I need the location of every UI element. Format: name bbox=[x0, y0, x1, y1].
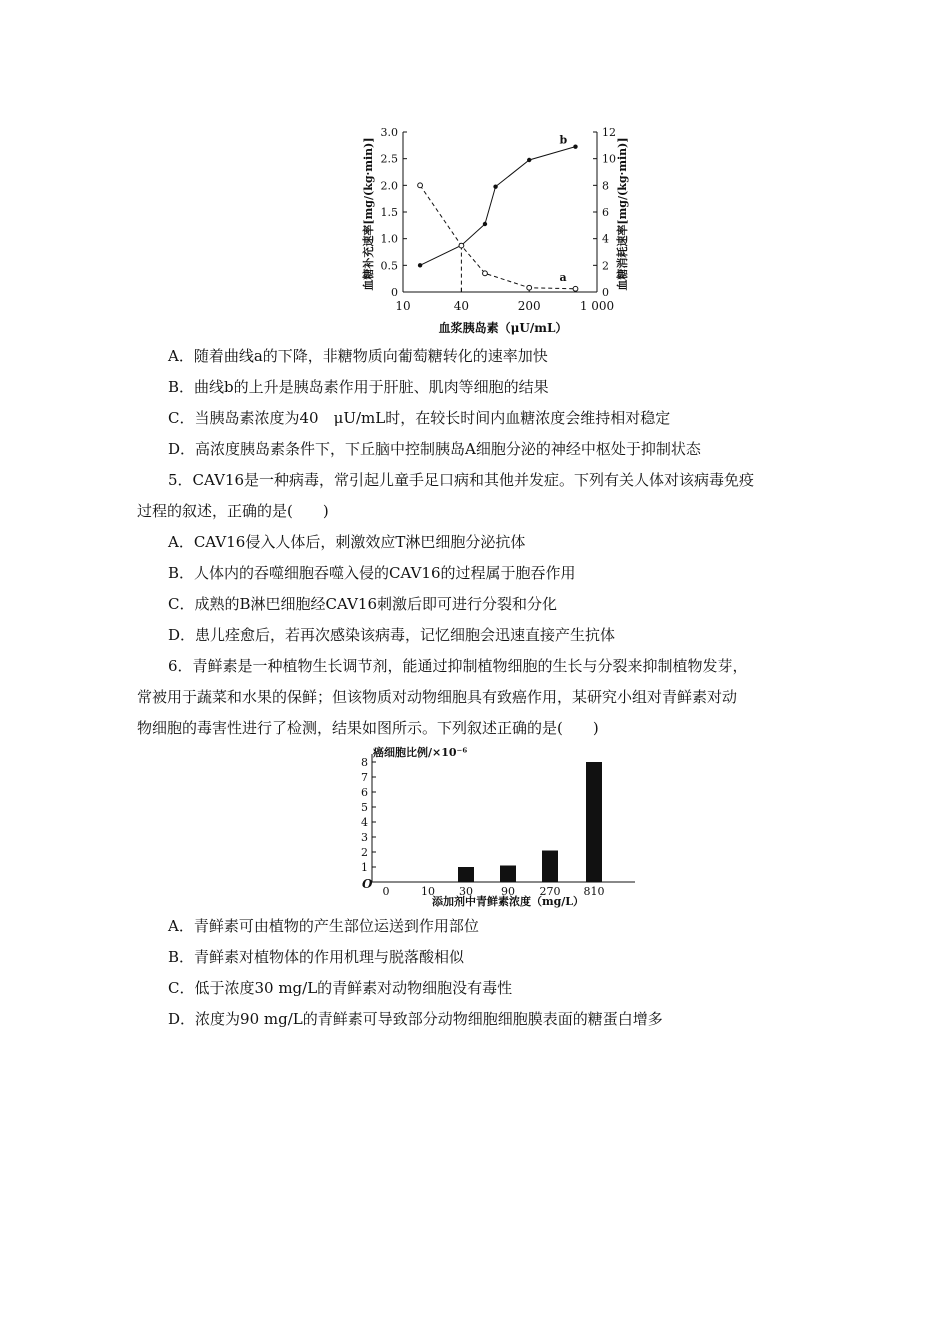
insulin-line-chart bbox=[350, 120, 640, 340]
chart2-y-tick-label: 2 bbox=[361, 846, 368, 859]
chart2-y-tick-label: 6 bbox=[361, 786, 368, 799]
chart2-y-tick-label: 4 bbox=[361, 816, 368, 829]
q4-option-a: A．随着曲线a的下降，非糖物质向葡萄糖转化的速率加快 bbox=[168, 347, 548, 365]
chart1-left-tick-label: 0 bbox=[391, 286, 398, 299]
chart2-x-tick-label: 90 bbox=[501, 885, 515, 898]
chart1-left-tick-label: 1.0 bbox=[380, 232, 398, 246]
chart1-series-b-point bbox=[483, 222, 487, 226]
chart1-series-b-line bbox=[420, 147, 575, 266]
chart1-ylabel-right: 血糖消耗速率[mg/(kg·min)] bbox=[616, 137, 629, 291]
chart1-x-tick-label: 40 bbox=[453, 299, 470, 313]
q6-option-c: C．低于浓度30 mg/L的青鲜素对动物细胞没有毒性 bbox=[168, 979, 513, 997]
chart1-series-a-point bbox=[418, 183, 423, 188]
q6-option-d: D．浓度为90 mg/L的青鲜素可导致部分动物细胞细胞膜表面的糖蛋白增多 bbox=[168, 1010, 663, 1028]
chart1-series-a-point bbox=[573, 286, 578, 291]
chart2-bars bbox=[458, 762, 602, 882]
chart2-xlabel: 添加剂中青鲜素浓度（mg/L） bbox=[431, 895, 585, 908]
chart2-y-tick-label: 7 bbox=[361, 771, 368, 784]
chart2-bar bbox=[586, 762, 602, 882]
chart2-x-tick-label: 30 bbox=[459, 885, 473, 898]
chart1-x-tick-label: 1 000 bbox=[579, 299, 615, 313]
chart1-axes bbox=[381, 126, 617, 313]
q6-stem-line-3: 物细胞的毒害性进行了检测，结果如图所示。下列叙述正确的是( ) bbox=[137, 719, 599, 737]
chart1-xlabel: 血浆胰岛素（μU/mL） bbox=[438, 321, 568, 335]
chart1-series-b-point bbox=[418, 263, 422, 267]
chart1-series-b-point bbox=[527, 158, 531, 162]
q6-option-a: A．青鲜素可由植物的产生部位运送到作用部位 bbox=[168, 917, 479, 935]
q6-stem-line-2: 常被用于蔬菜和水果的保鲜；但该物质对动物细胞具有致癌作用，某研究小组对青鲜素对动 bbox=[137, 688, 738, 706]
cancer-cell-bar-chart bbox=[350, 744, 650, 912]
chart1-left-tick-label: 2.5 bbox=[380, 152, 398, 166]
chart1-right-tick-label: 12 bbox=[602, 126, 616, 139]
chart1-left-tick-label: 1.5 bbox=[380, 206, 398, 219]
chart2-bar bbox=[458, 867, 474, 882]
q4-option-d: D．高浓度胰岛素条件下，下丘脑中控制胰岛A细胞分泌的神经中枢处于抑制状态 bbox=[168, 440, 701, 458]
q5-option-a: A．CAV16侵入人体后，刺激效应T淋巴细胞分泌抗体 bbox=[168, 533, 526, 551]
chart1-right-tick-label: 0 bbox=[602, 286, 609, 299]
q6-option-b: B．青鲜素对植物体的作用机理与脱落酸相似 bbox=[168, 948, 465, 966]
q5-stem-line-1: 5．CAV16是一种病毒，常引起儿童手足口病和其他并发症。下列有关人体对该病毒免疫 bbox=[168, 471, 755, 489]
chart1-series-b-label: b bbox=[559, 133, 568, 147]
chart2-x-tick-label: 0 bbox=[382, 885, 390, 898]
chart1-right-tick-label: 4 bbox=[602, 232, 609, 246]
chart2-origin-label: O bbox=[362, 877, 373, 891]
chart1-right-tick-label: 8 bbox=[602, 179, 609, 193]
chart1-series-a-point bbox=[459, 243, 464, 248]
chart1-series-a-point bbox=[483, 271, 488, 276]
chart1-left-tick-label: 3.0 bbox=[380, 126, 398, 139]
chart1-ylabel-left: 血糖补充速率[mg/(kg·min)] bbox=[362, 137, 375, 291]
chart2-bar bbox=[500, 866, 516, 883]
chart2-y-tick-label: 3 bbox=[361, 831, 368, 844]
q6-stem-line-1: 6．青鲜素是一种植物生长调节剂，能通过抑制植物细胞的生长与分裂来抑制植物发芽， bbox=[168, 657, 748, 675]
chart1-series-b-point bbox=[573, 144, 577, 148]
chart1-left-tick-label: 2.0 bbox=[380, 179, 398, 193]
q5-option-b: B．人体内的吞噬细胞吞噬入侵的CAV16的过程属于胞吞作用 bbox=[168, 564, 576, 582]
q5-option-d: D．患儿痊愈后，若再次感染该病毒，记忆细胞会迅速直接产生抗体 bbox=[168, 626, 616, 644]
chart2-ylabel: 癌细胞比例/×10⁻⁶ bbox=[373, 746, 468, 759]
chart1-left-tick-label: 0.5 bbox=[380, 259, 398, 273]
chart1-series-a-line bbox=[420, 185, 575, 288]
chart1-series-a-point bbox=[527, 285, 532, 290]
q4-option-b: B．曲线b的上升是胰岛素作用于肝脏、肌肉等细胞的结果 bbox=[168, 378, 549, 396]
q5-option-c: C．成熟的B淋巴细胞经CAV16刺激后即可进行分裂和分化 bbox=[168, 595, 557, 613]
chart2-bar bbox=[542, 851, 558, 883]
chart1-series-a-label: a bbox=[559, 270, 567, 284]
chart1-x-tick-label: 10 bbox=[395, 299, 411, 313]
q5-stem-line-2: 过程的叙述，正确的是( ) bbox=[137, 502, 329, 520]
chart1-right-tick-label: 10 bbox=[602, 152, 616, 166]
chart1-right-tick-label: 6 bbox=[602, 206, 609, 219]
chart1-x-tick-label: 200 bbox=[517, 299, 541, 313]
chart1-right-tick-label: 2 bbox=[602, 259, 609, 273]
chart2-x-tick-label: 270 bbox=[539, 885, 561, 898]
chart1-series-b-point bbox=[493, 184, 497, 188]
chart2-y-tick-label: 8 bbox=[361, 756, 368, 769]
chart2-y-tick-label: 5 bbox=[361, 801, 368, 814]
chart2-x-tick-label: 810 bbox=[583, 885, 605, 898]
chart2-y-tick-label: 1 bbox=[361, 861, 368, 874]
chart2-x-tick-label: 10 bbox=[421, 885, 435, 898]
chart1-series bbox=[418, 134, 578, 292]
q4-option-c: C．当胰岛素浓度为40 μU/mL时，在较长时间内血糖浓度会维持相对稳定 bbox=[168, 409, 671, 427]
